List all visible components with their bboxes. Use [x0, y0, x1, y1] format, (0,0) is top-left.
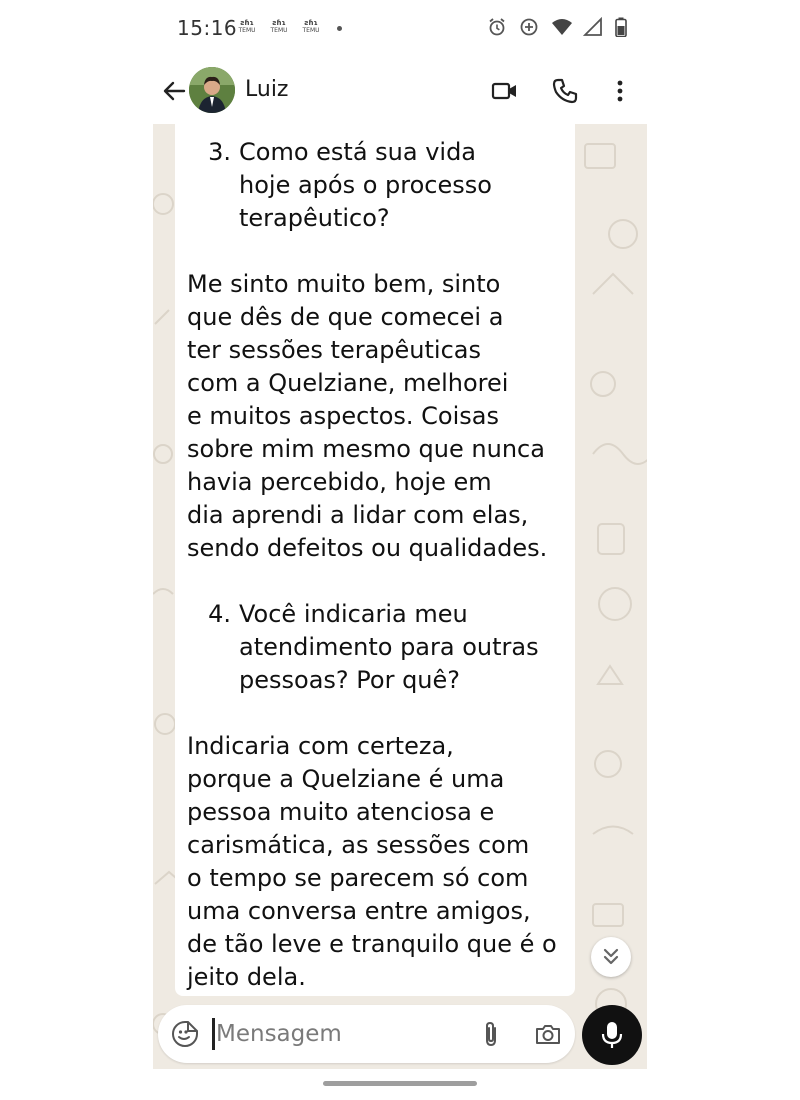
mic-icon — [599, 1020, 625, 1050]
gesture-nav-bar[interactable] — [323, 1081, 477, 1086]
double-chevron-down-icon — [591, 937, 631, 977]
contact-avatar[interactable] — [189, 67, 235, 113]
battery-icon — [615, 17, 627, 37]
question-4: 4. Você indicaria meu atendimento para outras pessoas? Por quê? — [208, 600, 539, 694]
status-time: 15:16 — [177, 16, 238, 40]
contact-name[interactable]: Luiz — [245, 77, 289, 102]
scroll-to-bottom-button[interactable] — [591, 937, 631, 977]
signal-icon — [583, 17, 603, 37]
more-notifications-dot — [337, 26, 342, 31]
temu-notification-icon: ƨɦɿ TEMU — [270, 19, 288, 34]
message-text — [187, 136, 577, 994]
text-cursor — [212, 1018, 215, 1050]
back-arrow-icon[interactable] — [159, 76, 189, 106]
more-options-icon[interactable] — [605, 76, 635, 106]
status-bar — [153, 0, 647, 58]
answer-3: Me sinto muito bem, sinto que dês de que comecei a ter sessões terapêuticas com a Quelziane, melhorei e muitos aspectos. Coisas sobre mim mesmo que nunca havia percebido, hoje em dia aprendi a lidar com elas, sendo defeitos ou qualidades. — [187, 270, 548, 562]
wifi-icon — [551, 17, 571, 37]
temu-notification-icon: ƨɦɿ TEMU — [238, 19, 256, 34]
mic-button[interactable] — [582, 1005, 642, 1065]
chat-area[interactable] — [153, 124, 647, 1069]
alarm-icon — [487, 17, 507, 37]
video-call-icon[interactable] — [490, 76, 520, 106]
question-3: 3. Como está sua vida hoje após o processo terapêutico? — [208, 138, 492, 232]
attach-icon[interactable] — [476, 1019, 506, 1049]
temu-notification-icon: ƨɦɿ TEMU — [302, 19, 320, 34]
data-saver-icon — [519, 17, 539, 37]
message-composer — [158, 1005, 575, 1063]
camera-icon[interactable] — [533, 1019, 563, 1049]
answer-4: Indicaria com certeza, porque a Quelziane é uma pessoa muito atenciosa e carismática, as sessões com o tempo se parecem só com uma conversa entre amigos, de tão leve e tranquilo que é o jeito dela. — [187, 732, 557, 991]
message-input[interactable] — [216, 1014, 456, 1054]
message-bubble[interactable] — [175, 124, 575, 996]
emoji-sticker-icon[interactable] — [170, 1019, 200, 1049]
phone-icon[interactable] — [550, 76, 580, 106]
chat-header — [153, 58, 647, 124]
